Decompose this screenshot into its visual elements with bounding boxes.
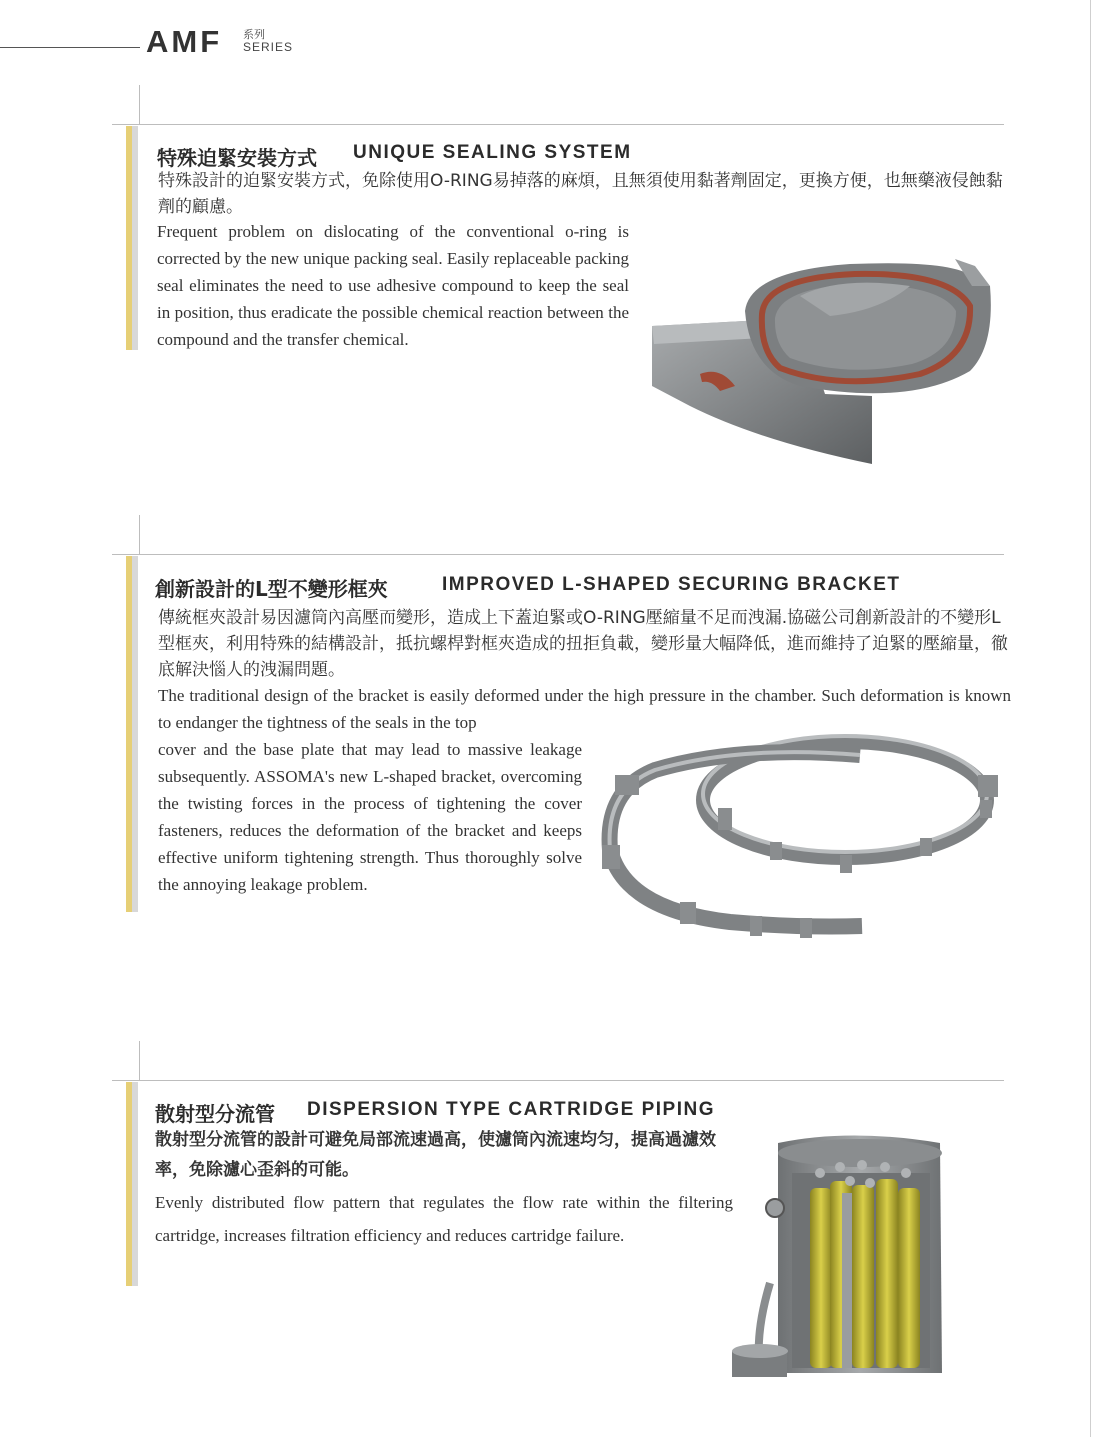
l-shaped-bracket-illustration <box>600 730 1005 955</box>
series-label-en: SERIES <box>243 40 294 54</box>
section-2-tick <box>139 515 140 555</box>
section-1-title-en: UNIQUE SEALING SYSTEM <box>353 142 632 163</box>
dispersion-piping-illustration <box>730 1133 965 1383</box>
section-2-title-zh: 創新設計的L型不變形框夾 <box>155 577 388 601</box>
section-3-tick <box>139 1041 140 1081</box>
section-3-body-en: Evenly distributed flow pattern that regulates the flow rate within the filtering cartridge, increases filtration efficiency and reduces cartridge failure. <box>155 1193 733 1245</box>
section-2-title-en: IMPROVED L-SHAPED SECURING BRACKET <box>442 574 901 595</box>
section-1-tick <box>139 85 140 125</box>
section-1-title-zh: 特殊迫緊安裝方式 <box>157 146 317 170</box>
section-2-rule <box>112 554 1004 555</box>
section-1-body-en: Frequent problem on dislocating of the conventional o-ring is corrected by the new unique packing seal. Easily replaceable packing seal eliminates the need to use adhesive compound to keep the seal in position, thus eradicate the possible chemical reaction between the compound and the transfer chemical. <box>157 222 630 349</box>
header-rule <box>0 47 140 48</box>
section-2-body-en-a: The traditional design of the bracket is easily deformed under the high pressure in the chamber. Such deformation is known to endanger the tightness of the seals in the top <box>158 686 1011 732</box>
brand-logo: AMF <box>146 24 223 59</box>
section-3-title-en: DISPERSION TYPE CARTRIDGE PIPING <box>307 1099 715 1120</box>
section-2-accent-bar-shade <box>132 556 138 912</box>
section-1-rule <box>112 124 1004 125</box>
section-1-accent-bar-shade <box>132 126 138 350</box>
section-3-accent-bar-shade <box>132 1082 138 1286</box>
section-1-body-zh: 特殊設計的迫緊安裝方式，免除使用O-RING易掉落的麻煩，且無須使用黏著劑固定，更換方便，也無藥液侵蝕黏劑的顧慮。 <box>158 171 1003 217</box>
section-2-body-zh: 傳統框夾設計易因濾筒內高壓而變形，造成上下蓋迫緊或O-RING壓縮量不足而洩漏.協磁公司創新設計的不變形L型框夾，利用特殊的結構設計，抵抗螺桿對框夾造成的扭拒負載，變形量大幅降低，進而維持了迫緊的壓縮量，徹底解決惱人的洩漏問題。 <box>158 608 1008 680</box>
series-label-zh: 系列 <box>243 28 265 41</box>
section-3-title-zh: 散射型分流管 <box>155 1102 275 1126</box>
section-3-rule <box>112 1080 1004 1081</box>
sealing-system-illustration <box>650 256 995 466</box>
page-edge <box>1090 0 1091 1437</box>
section-2-body-en-b: cover and the base plate that may lead to massive leakage subsequently. ASSOMA's new L-shaped bracket, overcoming the twisting forces in the process of tightening the cover fasteners, reduces the deformation of the bracket and keeps effective uniform tightening strength. Thus thoroughly solve the annoying leakage problem. <box>158 740 582 894</box>
section-3-body-zh: 散射型分流管的設計可避免局部流速過高，使濾筒內流速均匀，提高過濾效率，免除濾心歪斜的可能。 <box>155 1130 716 1180</box>
